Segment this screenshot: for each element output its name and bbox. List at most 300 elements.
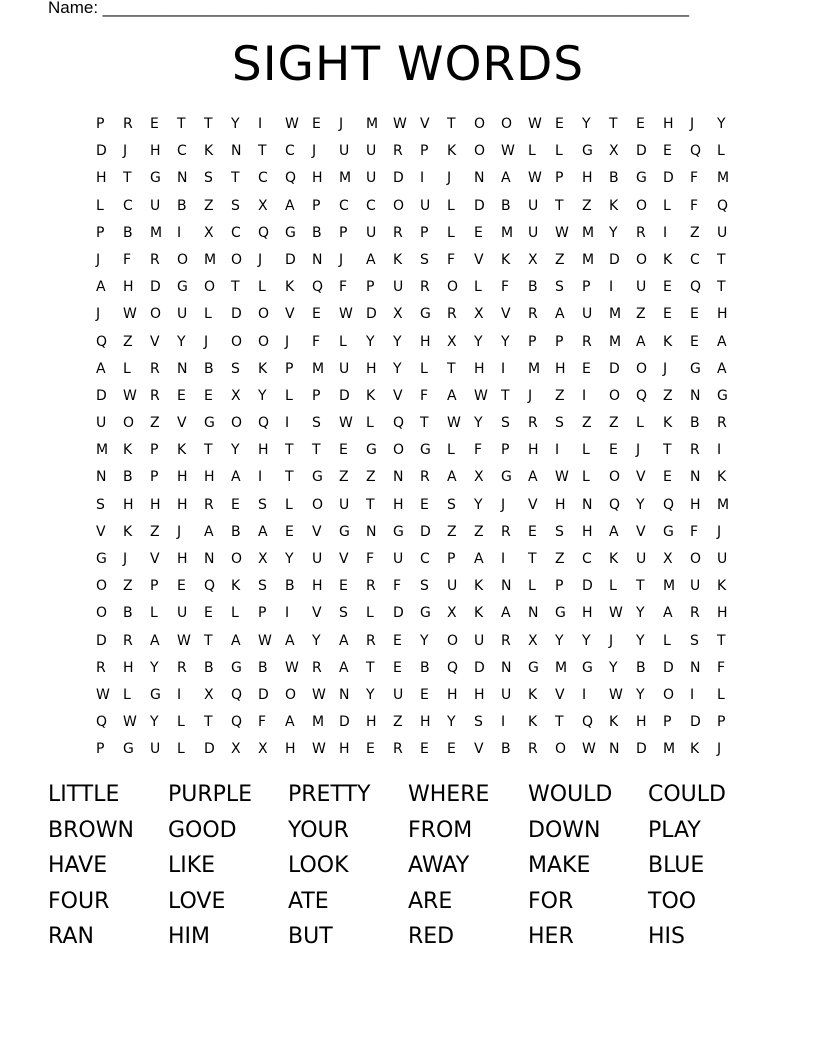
grid-letter: V xyxy=(474,251,484,268)
grid-letter: W xyxy=(447,415,461,432)
grid-letter: U xyxy=(447,578,458,595)
grid-letter: W xyxy=(555,469,569,486)
grid-letter: T xyxy=(204,116,213,132)
grid-letter: S xyxy=(339,605,348,622)
grid-letter: T xyxy=(366,496,375,513)
grid-letter: I xyxy=(501,360,506,377)
grid-letter: Z xyxy=(582,197,592,214)
grid-letter: U xyxy=(636,551,647,567)
grid-letter: U xyxy=(582,306,593,323)
grid-letter: L xyxy=(609,578,617,595)
grid-letter: K xyxy=(609,551,619,567)
word-bank-item: LOOK xyxy=(288,853,349,879)
grid-letter: Q xyxy=(447,659,459,676)
grid-letter: N xyxy=(528,605,539,622)
grid-letter: H xyxy=(177,496,188,513)
grid-letter: O xyxy=(474,143,486,160)
grid-letter: Y xyxy=(555,632,564,649)
grid-letter: K xyxy=(690,741,700,758)
grid-letter: E xyxy=(150,116,159,132)
grid-letter: T xyxy=(717,279,726,296)
grid-letter: D xyxy=(96,632,107,649)
grid-letter: X xyxy=(258,741,268,758)
grid-letter: W xyxy=(501,143,515,160)
grid-letter: F xyxy=(690,197,699,214)
grid-letter: O xyxy=(636,197,648,214)
grid-letter: Q xyxy=(609,496,621,513)
grid-letter: K xyxy=(123,523,133,540)
grid-letter: T xyxy=(177,116,186,132)
grid-letter: W xyxy=(339,415,353,432)
word-bank-item: FOUR xyxy=(48,888,110,914)
grid-letter: W xyxy=(339,306,353,323)
grid-letter: Z xyxy=(123,578,133,595)
grid-letter: B xyxy=(258,659,268,676)
grid-letter: L xyxy=(150,605,158,622)
grid-letter: R xyxy=(393,224,403,241)
grid-letter: H xyxy=(123,279,134,296)
grid-letter: P xyxy=(582,279,591,296)
grid-letter: K xyxy=(663,251,673,268)
grid-letter: A xyxy=(339,659,349,676)
grid-letter: Y xyxy=(258,387,267,404)
grid-letter: V xyxy=(501,306,511,323)
grid-row xyxy=(96,142,726,169)
grid-letter: B xyxy=(690,415,700,432)
grid-letter: E xyxy=(393,632,402,649)
grid-letter: T xyxy=(231,170,240,187)
grid-letter: Q xyxy=(690,143,702,160)
grid-letter: O xyxy=(636,251,648,268)
grid-letter: H xyxy=(717,605,728,622)
grid-letter: M xyxy=(582,251,595,268)
grid-letter: H xyxy=(96,170,107,187)
grid-letter: E xyxy=(393,659,402,676)
grid-letter: C xyxy=(258,170,268,187)
grid-letter: X xyxy=(258,551,268,567)
grid-letter: Z xyxy=(555,251,565,268)
grid-letter: F xyxy=(501,279,510,296)
grid-letter: L xyxy=(285,496,293,513)
grid-letter: J xyxy=(717,741,722,758)
grid-letter: D xyxy=(582,578,593,595)
grid-letter: Z xyxy=(474,523,484,540)
grid-letter: L xyxy=(123,686,131,703)
grid-letter: J xyxy=(123,551,128,567)
grid-letter: Y xyxy=(636,496,645,513)
grid-letter: H xyxy=(177,551,188,567)
grid-letter: Y xyxy=(231,116,240,132)
word-bank-item: HAVE xyxy=(48,853,108,879)
grid-letter: E xyxy=(663,279,672,296)
grid-letter: L xyxy=(366,605,374,622)
grid-letter: O xyxy=(123,415,135,432)
grid-letter: H xyxy=(528,442,539,459)
grid-letter: R xyxy=(501,523,511,540)
grid-letter: Z xyxy=(123,333,133,350)
grid-letter: G xyxy=(285,224,296,241)
grid-row xyxy=(96,333,726,360)
grid-letter: K xyxy=(474,578,484,595)
letter-grid xyxy=(96,115,730,768)
grid-letter: S xyxy=(312,415,321,432)
grid-letter: P xyxy=(663,714,672,731)
grid-letter: U xyxy=(96,415,107,432)
grid-letter: Y xyxy=(447,714,456,731)
word-bank-item: YOUR xyxy=(288,817,349,843)
grid-letter: Y xyxy=(501,333,510,350)
grid-letter: I xyxy=(501,551,506,567)
grid-row xyxy=(96,251,726,278)
grid-letter: S xyxy=(420,578,429,595)
grid-letter: Z xyxy=(690,224,700,241)
grid-letter: A xyxy=(447,469,457,486)
grid-letter: H xyxy=(204,469,215,486)
grid-letter: Y xyxy=(150,659,159,676)
grid-letter: P xyxy=(150,578,159,595)
grid-letter: K xyxy=(663,415,673,432)
grid-letter: G xyxy=(420,306,431,323)
grid-row xyxy=(96,740,726,767)
grid-letter: E xyxy=(663,143,672,160)
grid-letter: B xyxy=(231,523,241,540)
grid-letter: P xyxy=(258,605,267,622)
grid-letter: N xyxy=(312,251,323,268)
grid-letter: K xyxy=(231,578,241,595)
grid-letter: B xyxy=(501,741,511,758)
name-field-label: Name: ______________________________________________________________ xyxy=(48,0,689,17)
grid-letter: D xyxy=(150,279,161,296)
grid-letter: H xyxy=(555,360,566,377)
grid-letter: M xyxy=(717,170,730,187)
grid-letter: B xyxy=(636,659,646,676)
grid-letter: J xyxy=(663,360,668,377)
grid-letter: E xyxy=(528,523,537,540)
grid-letter: K xyxy=(528,714,538,731)
grid-letter: G xyxy=(636,170,647,187)
grid-letter: W xyxy=(528,116,542,132)
grid-letter: R xyxy=(393,143,403,160)
grid-letter: T xyxy=(204,632,213,649)
grid-letter: M xyxy=(96,442,109,459)
grid-letter: J xyxy=(96,306,101,323)
grid-letter: R xyxy=(96,659,106,676)
word-bank-item: LIKE xyxy=(168,853,216,879)
grid-letter: Q xyxy=(231,714,243,731)
grid-letter: E xyxy=(339,578,348,595)
grid-letter: P xyxy=(366,279,375,296)
grid-row xyxy=(96,523,726,550)
grid-letter: G xyxy=(96,551,107,567)
grid-letter: N xyxy=(231,143,242,160)
grid-letter: W xyxy=(123,714,137,731)
grid-letter: F xyxy=(123,251,132,268)
grid-letter: J xyxy=(717,523,722,540)
grid-letter: J xyxy=(339,251,344,268)
grid-letter: T xyxy=(123,170,132,187)
grid-letter: J xyxy=(528,387,533,404)
grid-letter: L xyxy=(258,279,266,296)
grid-letter: J xyxy=(501,496,506,513)
grid-letter: P xyxy=(150,469,159,486)
grid-row xyxy=(96,659,726,686)
grid-letter: J xyxy=(339,116,344,132)
grid-letter: S xyxy=(447,496,456,513)
grid-letter: B xyxy=(501,197,511,214)
grid-letter: H xyxy=(420,333,431,350)
grid-letter: L xyxy=(177,714,185,731)
grid-letter: O xyxy=(636,360,648,377)
grid-letter: K xyxy=(501,251,511,268)
grid-letter: A xyxy=(663,605,673,622)
grid-letter: S xyxy=(474,714,483,731)
grid-letter: C xyxy=(366,197,376,214)
grid-letter: R xyxy=(420,279,430,296)
grid-letter: S xyxy=(96,496,105,513)
grid-letter: J xyxy=(96,251,101,268)
grid-letter: D xyxy=(690,714,701,731)
grid-letter: O xyxy=(177,251,189,268)
grid-letter: U xyxy=(312,551,323,567)
grid-letter: G xyxy=(582,143,593,160)
grid-letter: K xyxy=(204,143,214,160)
grid-letter: P xyxy=(96,224,105,241)
grid-letter: G xyxy=(204,415,215,432)
grid-letter: A xyxy=(150,632,160,649)
grid-letter: R xyxy=(312,659,322,676)
word-bank-row xyxy=(48,919,788,955)
grid-letter: M xyxy=(150,224,163,241)
grid-letter: B xyxy=(204,360,214,377)
grid-letter: Y xyxy=(582,116,591,132)
grid-letter: P xyxy=(285,360,294,377)
grid-letter: G xyxy=(528,659,539,676)
word-bank-item: TOO xyxy=(648,888,697,914)
grid-letter: E xyxy=(339,442,348,459)
grid-letter: T xyxy=(231,279,240,296)
grid-letter: D xyxy=(636,741,647,758)
grid-letter: V xyxy=(393,387,403,404)
grid-row xyxy=(96,686,726,713)
grid-row xyxy=(96,441,726,468)
grid-letter: A xyxy=(339,632,349,649)
grid-row xyxy=(96,496,730,523)
grid-letter: P xyxy=(501,442,510,459)
grid-letter: H xyxy=(447,686,458,703)
word-bank-item: DOWN xyxy=(528,817,601,843)
grid-letter: U xyxy=(150,197,161,214)
grid-letter: O xyxy=(609,387,621,404)
grid-letter: U xyxy=(690,578,701,595)
grid-letter: W xyxy=(582,741,596,758)
word-bank-item: PRETTY xyxy=(288,782,371,807)
grid-letter: F xyxy=(393,578,402,595)
grid-letter: B xyxy=(177,197,187,214)
grid-letter: M xyxy=(501,224,514,241)
grid-letter: S xyxy=(690,632,699,649)
grid-letter: T xyxy=(609,116,618,132)
grid-letter: N xyxy=(366,523,377,540)
grid-row xyxy=(96,713,726,740)
grid-letter: L xyxy=(717,143,725,160)
grid-letter: A xyxy=(717,360,727,377)
grid-letter: S xyxy=(555,279,564,296)
grid-letter: Y xyxy=(420,632,429,649)
grid-letter: M xyxy=(204,251,217,268)
grid-letter: E xyxy=(420,686,429,703)
word-bank-item: PLAY xyxy=(648,817,701,843)
grid-letter: A xyxy=(258,523,268,540)
grid-letter: Q xyxy=(258,415,270,432)
grid-letter: U xyxy=(339,360,350,377)
grid-letter: B xyxy=(123,469,133,486)
grid-letter: Z xyxy=(393,714,403,731)
grid-letter: T xyxy=(204,714,213,731)
grid-letter: J xyxy=(312,143,317,160)
grid-letter: A xyxy=(231,469,241,486)
grid-letter: J xyxy=(447,170,452,187)
grid-letter: X xyxy=(258,197,268,214)
grid-letter: H xyxy=(582,170,593,187)
grid-row xyxy=(96,278,726,305)
grid-letter: V xyxy=(555,686,565,703)
grid-letter: I xyxy=(555,442,560,459)
grid-letter: R xyxy=(204,496,214,513)
grid-letter: H xyxy=(339,741,350,758)
grid-letter: R xyxy=(528,415,538,432)
grid-letter: H xyxy=(555,496,566,513)
grid-letter: H xyxy=(636,714,647,731)
grid-letter: V xyxy=(285,306,295,323)
grid-letter: G xyxy=(177,279,188,296)
grid-letter: I xyxy=(609,279,614,296)
grid-letter: I xyxy=(177,686,182,703)
grid-letter: M xyxy=(717,496,730,513)
grid-letter: D xyxy=(96,387,107,404)
grid-letter: T xyxy=(555,197,564,214)
grid-letter: L xyxy=(555,143,563,160)
grid-row xyxy=(96,577,726,604)
grid-letter: X xyxy=(528,632,538,649)
grid-letter: K xyxy=(123,442,133,459)
grid-letter: U xyxy=(366,170,377,187)
grid-letter: K xyxy=(609,197,619,214)
grid-letter: I xyxy=(690,686,695,703)
grid-letter: L xyxy=(636,415,644,432)
word-bank-item: PURPLE xyxy=(168,782,253,807)
grid-letter: F xyxy=(366,551,375,567)
grid-letter: A xyxy=(96,279,106,296)
grid-letter: T xyxy=(717,632,726,649)
grid-letter: P xyxy=(150,442,159,459)
grid-letter: I xyxy=(663,224,668,241)
grid-letter: L xyxy=(582,442,590,459)
grid-letter: H xyxy=(366,360,377,377)
grid-letter: R xyxy=(528,741,538,758)
grid-letter: X xyxy=(609,143,619,160)
grid-letter: R xyxy=(123,632,133,649)
grid-letter: C xyxy=(231,224,241,241)
grid-letter: R xyxy=(366,578,376,595)
word-bank-item: RED xyxy=(408,924,455,950)
grid-letter: N xyxy=(501,578,512,595)
grid-letter: T xyxy=(447,360,456,377)
grid-letter: T xyxy=(501,387,510,404)
grid-letter: D xyxy=(96,143,107,160)
grid-letter: P xyxy=(339,224,348,241)
grid-letter: K xyxy=(528,686,538,703)
grid-letter: D xyxy=(393,170,404,187)
grid-letter: Y xyxy=(393,333,402,350)
grid-letter: L xyxy=(474,279,482,296)
grid-letter: E xyxy=(420,741,429,758)
grid-letter: C xyxy=(420,551,430,567)
grid-letter: D xyxy=(474,659,485,676)
grid-letter: T xyxy=(420,415,429,432)
grid-letter: D xyxy=(474,197,485,214)
grid-letter: P xyxy=(420,224,429,241)
grid-letter: K xyxy=(717,578,727,595)
grid-letter: Z xyxy=(555,551,565,567)
grid-letter: C xyxy=(123,197,133,214)
grid-letter: O xyxy=(393,442,405,459)
word-bank xyxy=(48,777,788,955)
grid-letter: B xyxy=(285,578,295,595)
grid-letter: W xyxy=(258,632,272,649)
grid-letter: T xyxy=(285,442,294,459)
grid-letter: C xyxy=(582,551,592,567)
grid-letter: N xyxy=(339,686,350,703)
grid-letter: J xyxy=(636,442,641,459)
grid-letter: U xyxy=(366,143,377,160)
grid-letter: D xyxy=(609,251,620,268)
grid-letter: P xyxy=(555,170,564,187)
grid-letter: K xyxy=(447,143,457,160)
grid-letter: G xyxy=(420,605,431,622)
grid-letter: T xyxy=(636,578,645,595)
grid-letter: O xyxy=(312,496,324,513)
grid-letter: L xyxy=(366,415,374,432)
grid-letter: E xyxy=(636,116,645,132)
grid-letter: Y xyxy=(312,632,321,649)
grid-letter: H xyxy=(312,578,323,595)
grid-letter: R xyxy=(366,632,376,649)
grid-letter: G xyxy=(420,442,431,459)
grid-row xyxy=(96,604,726,631)
grid-letter: D xyxy=(663,170,674,187)
grid-letter: A xyxy=(96,360,106,377)
grid-row xyxy=(96,360,726,387)
grid-letter: G xyxy=(663,523,674,540)
grid-letter: A xyxy=(285,197,295,214)
grid-letter: L xyxy=(339,333,347,350)
grid-letter: V xyxy=(177,415,187,432)
word-bank-item: LITTLE xyxy=(48,782,120,807)
grid-letter: R xyxy=(690,442,700,459)
word-bank-item: RAN xyxy=(48,924,94,950)
grid-letter: Y xyxy=(609,224,618,241)
grid-letter: A xyxy=(609,523,619,540)
grid-letter: S xyxy=(258,578,267,595)
grid-letter: X xyxy=(663,551,673,567)
grid-letter: C xyxy=(690,251,700,268)
grid-letter: V xyxy=(636,469,646,486)
grid-letter: H xyxy=(150,496,161,513)
grid-letter: W xyxy=(609,605,623,622)
grid-letter: O xyxy=(231,551,243,567)
grid-letter: Y xyxy=(609,659,618,676)
grid-letter: J xyxy=(690,116,695,132)
